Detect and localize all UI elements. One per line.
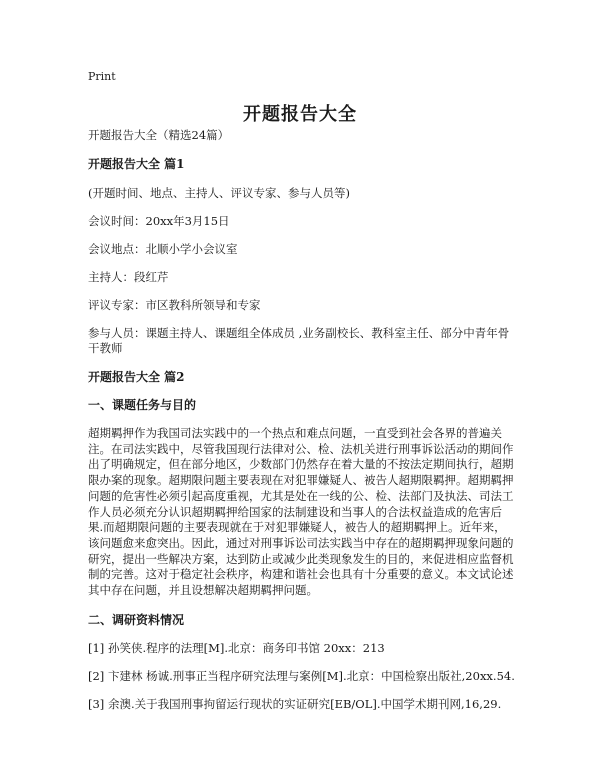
subsection-heading-research: 二、调研资料情况 — [88, 612, 185, 627]
document-title: 开题报告大全 — [243, 104, 357, 125]
meeting-reviewers: 评议专家：市区教科所领导和专家 — [88, 298, 261, 312]
body-paragraph: 超期羁押作为我国司法实践中的一个热点和难点问题，一直受到社会各界的普遍关注。在司法实践中，尽管我国现行法律对公、检、法机关进行刑事诉讼活动的期间作出了明确规定，但在部分地区，少数部门仍然存在着大量的不按法定期间执行，超期限办案的现象。超期限问题主要表现在对犯罪嫌疑人、被告人超期限羁押。超期羁押问题的危害性必须引起高度重视，尤其是处在一线的公、检、法部门及执法、司法工作人员必须充分认识超期羁押给国家的法制建设和当事人的合法权益造成的危害后果.而超期限问题的主要表现就在于对犯罪嫌疑人，被告人的超期羁押上。近年来，该问题愈来愈突出。因此，通过对刑事诉讼司法实践当中存在的超期羁押现象问题的研究，提出一些解决方案，达到防止或减少此类现象发生的目的，来促进相应监督机制的完善。这对于稳定社会秩序，构建和谐社会也具有十分重要的意义。本文试论述其中存在问题，并且设想解决超期羁押问题。 — [88, 426, 514, 598]
subsection-heading-tasks: 一、课题任务与目的 — [88, 398, 197, 412]
meeting-time: 会议时间：20xx年3月15日 — [88, 214, 230, 228]
reference-item: [2] 卞建林 杨诚.刑事正当程序研究法理与案例[M].北京：中国检察出版社,20xx.54. — [88, 668, 515, 683]
document-body — [88, 128, 516, 712]
document-subtitle: 开题报告大全（精选24篇） — [88, 128, 230, 142]
meeting-location: 会议地点：北顺小学小会议室 — [88, 242, 238, 256]
section-heading-1: 开题报告大全 篇1 — [88, 157, 185, 171]
reference-item: [1] 孙笑侠.程序的法理[M].北京：商务印书馆 20xx：213 — [88, 640, 385, 655]
meeting-participants: 参与人员：课题主持人、课题组全体成员 ,业务副校长、教科室主任、部分中青年骨干教师 — [88, 326, 510, 355]
meeting-host: 主持人：段红芹 — [88, 270, 169, 284]
reference-item: [3] 余澳.关于我国刑事拘留运行现状的实证研究[EB/OL].中国学术期刊网,16,29. — [88, 696, 502, 711]
print-link[interactable]: Print — [88, 70, 116, 83]
section-heading-2: 开题报告大全 篇2 — [88, 370, 185, 384]
meeting-info-line: (开题时间、地点、主持人、评议专家、参与人员等) — [88, 186, 350, 200]
